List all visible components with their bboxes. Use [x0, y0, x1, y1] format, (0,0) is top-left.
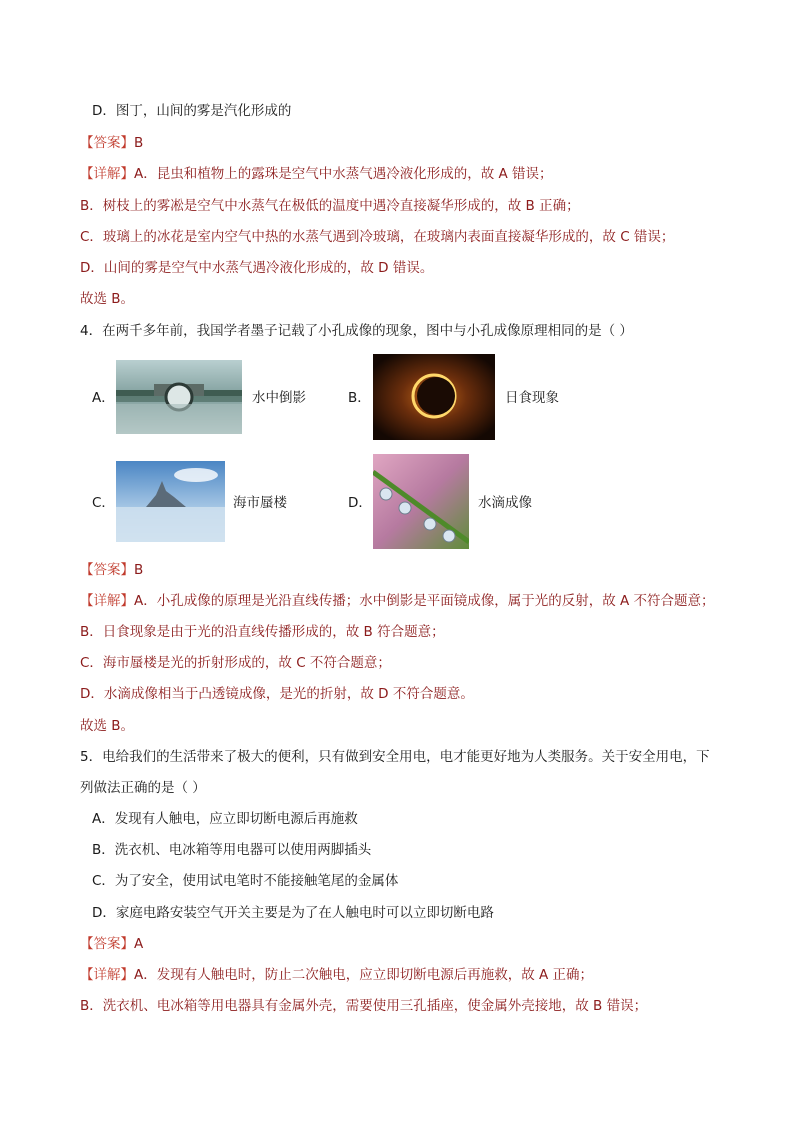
q5-answer — [80, 934, 143, 954]
q5-option-a: A．发现有人触电，应立即切断电源后再施救 — [92, 811, 358, 827]
q4-detail-d: D．水滴成像相当于凸透镜成像，是光的折射，故 D 不符合题意。 — [80, 686, 474, 702]
answer-tag: 【答案】 — [80, 562, 134, 578]
q4-question: 4．在两千多年前，我国学者墨子记载了小孔成像的现象，图中与小孔成像原理相同的是（ ） — [80, 323, 633, 339]
mirage-image — [116, 461, 225, 542]
reflection-image — [116, 360, 242, 434]
answer-tag: 【答案】 — [80, 936, 134, 952]
q4-option-c-caption: 海市蜃楼 — [233, 495, 287, 511]
q4-option-a-caption: 水中倒影 — [252, 390, 306, 406]
q5-option-b: B．洗衣机、电冰箱等用电器可以使用两脚插头 — [92, 842, 372, 858]
q4-option-a-letter: A． — [92, 390, 115, 406]
answer-value: A — [134, 936, 144, 952]
q4-option-b-caption: 日食现象 — [505, 390, 559, 406]
q3-detail-b: B．树枝上的雾凇是空气中水蒸气在极低的温度中遇冷直接凝华形成的，故 B 正确； — [80, 198, 580, 214]
answer-tag: 【答案】 — [80, 135, 134, 151]
detail-tag: 【详解】 — [80, 166, 134, 182]
q4-option-c-letter: C． — [92, 495, 115, 511]
q4-detail-b: B．日食现象是由于光的沿直线传播形成的，故 B 符合题意； — [80, 624, 445, 640]
q5-question-line2: 列做法正确的是（ ） — [80, 780, 206, 796]
water-droplet-image — [373, 454, 469, 549]
q3-answer — [80, 133, 143, 153]
solar-eclipse-image — [373, 354, 495, 440]
q4-option-d-caption: 水滴成像 — [478, 495, 532, 511]
q3-conclusion: 故选 B。 — [80, 291, 135, 307]
q3-detail-a: 【详解】A．昆虫和植物上的露珠是空气中水蒸气遇冷液化形成的，故 A 错误； — [80, 166, 553, 182]
q4-answer — [80, 560, 143, 580]
detail-tag: 【详解】 — [80, 593, 134, 609]
q5-detail-b: B．洗衣机、电冰箱等用电器具有金属外壳，需要使用三孔插座，使金属外壳接地，故 B 错误； — [80, 998, 648, 1014]
q5-question-line1: 5．电给我们的生活带来了极大的便利，只有做到安全用电，电才能更好地为人类服务。关于安全用电，下 — [80, 749, 710, 765]
q3-detail-d: D．山间的雾是空气中水蒸气遇冷液化形成的，故 D 错误。 — [80, 260, 434, 276]
detail-tag: 【详解】 — [80, 967, 134, 983]
answer-value: B — [134, 562, 144, 578]
q4-option-d-letter: D． — [348, 495, 372, 511]
q4-conclusion: 故选 B。 — [80, 718, 135, 734]
q5-option-d: D．家庭电路安装空气开关主要是为了在人触电时可以立即切断电路 — [92, 905, 494, 921]
q5-detail-a: 【详解】A．发现有人触电时，防止二次触电，应立即切断电源后再施救，故 A 正确； — [80, 967, 594, 983]
q4-detail-c: C．海市蜃楼是光的折射形成的，故 C 不符合题意； — [80, 655, 391, 671]
q4-detail-a: 【详解】A．小孔成像的原理是光沿直线传播；水中倒影是平面镜成像，属于光的反射，故 A 不符合题意； — [80, 593, 715, 609]
q3-option-d: D．图丁，山间的雾是汽化形成的 — [92, 103, 292, 119]
answer-value: B — [134, 135, 144, 151]
q3-detail-c: C．玻璃上的冰花是室内空气中热的水蒸气遇到冷玻璃，在玻璃内表面直接凝华形成的，故 C 错误； — [80, 229, 675, 245]
q5-option-c: C．为了安全，使用试电笔时不能接触笔尾的金属体 — [92, 873, 399, 889]
q4-option-b-letter: B． — [348, 390, 371, 406]
